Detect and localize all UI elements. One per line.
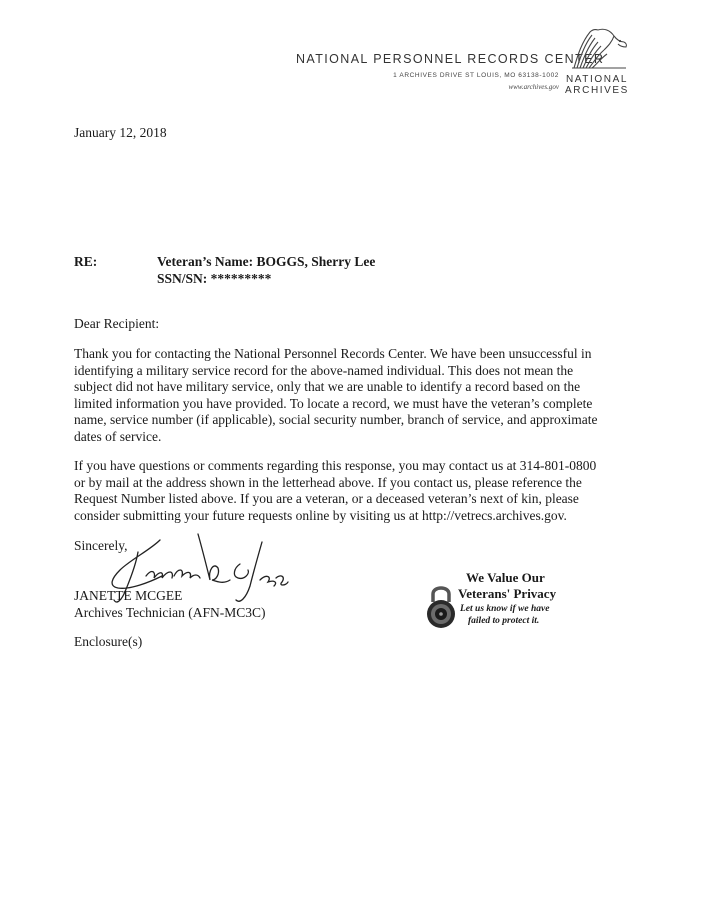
paragraph-line: name, service number (if applicable), social security number, branch of service, and approximate bbox=[74, 412, 598, 427]
paragraph-line: dates of service. bbox=[74, 428, 162, 444]
signer-block bbox=[74, 588, 266, 621]
ssn-label: SSN/SN: bbox=[157, 271, 208, 286]
letter-date: January 12, 2018 bbox=[74, 125, 167, 140]
veteran-name-value: BOGGS, Sherry Lee bbox=[256, 254, 376, 269]
letterhead-address: 1 ARCHIVES DRIVE ST LOUIS, MO 63138-1002 bbox=[393, 72, 559, 79]
eagle-icon bbox=[568, 24, 630, 72]
paragraph-line: If you have questions or comments regarding this response, you may contact us at 314-801-0800 bbox=[74, 458, 597, 473]
closing: Sincerely, bbox=[74, 538, 128, 553]
national-archives-logo bbox=[562, 24, 642, 96]
paragraph-line: consider submitting your future requests online by visiting us at http://vetrecs.archives.gov. bbox=[74, 507, 567, 523]
paragraph-line: Request Number listed above. If you are a veteran, or a deceased veteran’s next of kin, please bbox=[74, 491, 579, 506]
body-paragraph-2 bbox=[74, 458, 619, 524]
privacy-subtitle-line-1: Let us know if we have bbox=[460, 604, 550, 614]
enclosure-note: Enclosure(s) bbox=[74, 634, 143, 649]
privacy-title-line-1: We Value Our bbox=[466, 570, 545, 585]
signer-name: JANETTE MCGEE bbox=[74, 588, 183, 603]
paragraph-line: Thank you for contacting the National Personnel Records Center. We have been unsuccessful in bbox=[74, 346, 592, 361]
letterhead-title: NATIONAL PERSONNEL RECORDS CENTER bbox=[296, 52, 605, 66]
privacy-title-line-2: Veterans' Privacy bbox=[458, 586, 557, 601]
paragraph-line: identifying a military service record for the above-named individual. This does not mean the bbox=[74, 362, 574, 378]
body-paragraph-1 bbox=[74, 346, 619, 445]
logo-line-1: NATIONAL bbox=[565, 74, 629, 85]
re-veteran-line bbox=[157, 254, 375, 270]
logo-wordmark bbox=[562, 74, 632, 96]
letterhead bbox=[296, 52, 605, 91]
veteran-name-label: Veteran’s Name: bbox=[157, 254, 254, 269]
privacy-subtitle-line-2: failed to protect it. bbox=[468, 616, 540, 626]
paragraph-line: or by mail at the address shown in the letterhead above. If you contact us, please reference the bbox=[74, 474, 582, 490]
signer-title: Archives Technician (AFN-MC3C) bbox=[74, 604, 266, 620]
re-label: RE: bbox=[74, 254, 98, 269]
ssn-value: ********* bbox=[210, 271, 272, 286]
logo-line-2: ARCHIVES bbox=[565, 85, 629, 96]
padlock-icon bbox=[424, 580, 458, 630]
paragraph-line: limited information you have provided. To locate a record, we must have the veteran’s complete bbox=[74, 395, 593, 411]
letterhead-website: www.archives.gov bbox=[508, 83, 559, 91]
re-ssn-line bbox=[157, 271, 271, 287]
salutation: Dear Recipient: bbox=[74, 316, 160, 331]
paragraph-line: subject did not have military service, only that we are unable to identify a record based on the bbox=[74, 379, 581, 394]
